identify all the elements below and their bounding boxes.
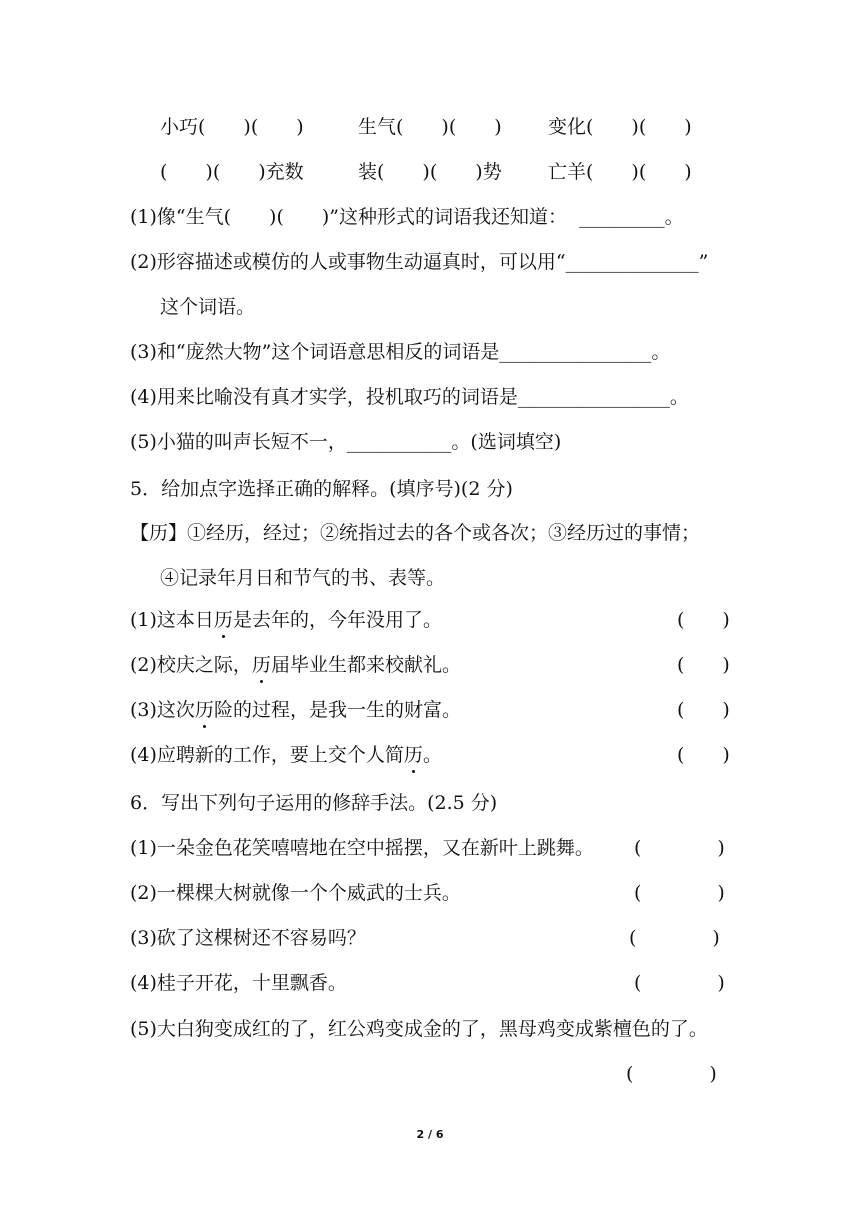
q5-definition-line2: ④记录年月日和节气的书、表等。 [160,567,446,589]
q6-item-3: (3)砍了这棵树还不容易吗？ [130,927,366,949]
word-row1-item2: 生气( )( ) [358,116,502,138]
q5-item-4-dotted-char: 历 [403,744,423,766]
word-row2-item3: 亡羊( )( ) [548,161,692,183]
q5-item-1-dotted-char: 历 [213,609,233,631]
q6-item-4-answer-blank[interactable]: ( ) [634,972,725,994]
word-row1-item1: 小巧( )( ) [160,116,304,138]
q5-item-3-dotted-char: 历 [194,699,214,721]
q5-item-2-answer-blank[interactable]: ( ) [677,654,730,676]
word-row2-item2: 装( )( )势 [358,161,502,183]
q4-item-5: (5)小猫的叫声长短不一，___________。(选词填空) [130,431,562,453]
q5-item-3-answer-blank[interactable]: ( ) [677,699,730,721]
q4-item-2-cont: 这个词语。 [160,296,256,318]
q5-item-3: (3)这次历险的过程，是我一生的财富。 [130,699,461,721]
q6-item-4: (4)桂子开花，十里飘香。 [130,972,347,994]
q6-item-2-answer-blank[interactable]: ( ) [634,882,725,904]
q5-item-2-dotted-char: 历 [251,654,271,676]
q5-title: 5．给加点字选择正确的解释。(填序号)(2 分) [130,478,513,500]
q6-item-2: (2)一棵棵大树就像一个个威武的士兵。 [130,882,461,904]
q6-item-5: (5)大白狗变成红的了，红公鸡变成金的了，黑母鸡变成紫檀色的了。 [130,1018,708,1040]
q4-item-4: (4)用来比喻没有真才实学，投机取巧的词语是________________。 [130,386,689,408]
page-number: 2 / 6 [416,1128,444,1141]
q5-item-4: (4)应聘新的工作，要上交个人简历。 [130,744,442,766]
q4-item-2: (2)形容描述或模仿的人或事物生动逼真时，可以用“______________” [130,251,709,273]
q6-item-5-answer-blank[interactable]: ( ) [626,1063,717,1085]
q4-item-3: (3)和“庞然大物”这个词语意思相反的词语是________________。 [130,341,671,363]
q5-definition-line1: 【历】①经历，经过；②统指过去的各个或各次；③经历过的事情； [130,522,701,544]
q6-item-3-answer-blank[interactable]: ( ) [629,927,720,949]
word-row1-item3: 变化( )( ) [548,116,692,138]
word-row2-item1: ( )( )充数 [160,161,304,183]
q6-title: 6．写出下列句子运用的修辞手法。(2.5 分) [130,792,498,814]
q6-item-1-answer-blank[interactable]: ( ) [634,837,725,859]
q5-item-4-answer-blank[interactable]: ( ) [677,744,730,766]
q5-item-2: (2)校庆之际，历届毕业生都来校献礼。 [130,654,461,676]
q4-item-1: (1)像“生气( )( )”这种形式的词语我还知道： _________。 [130,206,684,228]
q6-item-1: (1)一朵金色花笑嘻嘻地在空中摇摆，又在新叶上跳舞。 [130,837,594,859]
q5-item-1-answer-blank[interactable]: ( ) [677,609,730,631]
q5-item-1: (1)这本日历是去年的，今年没用了。 [130,609,442,631]
